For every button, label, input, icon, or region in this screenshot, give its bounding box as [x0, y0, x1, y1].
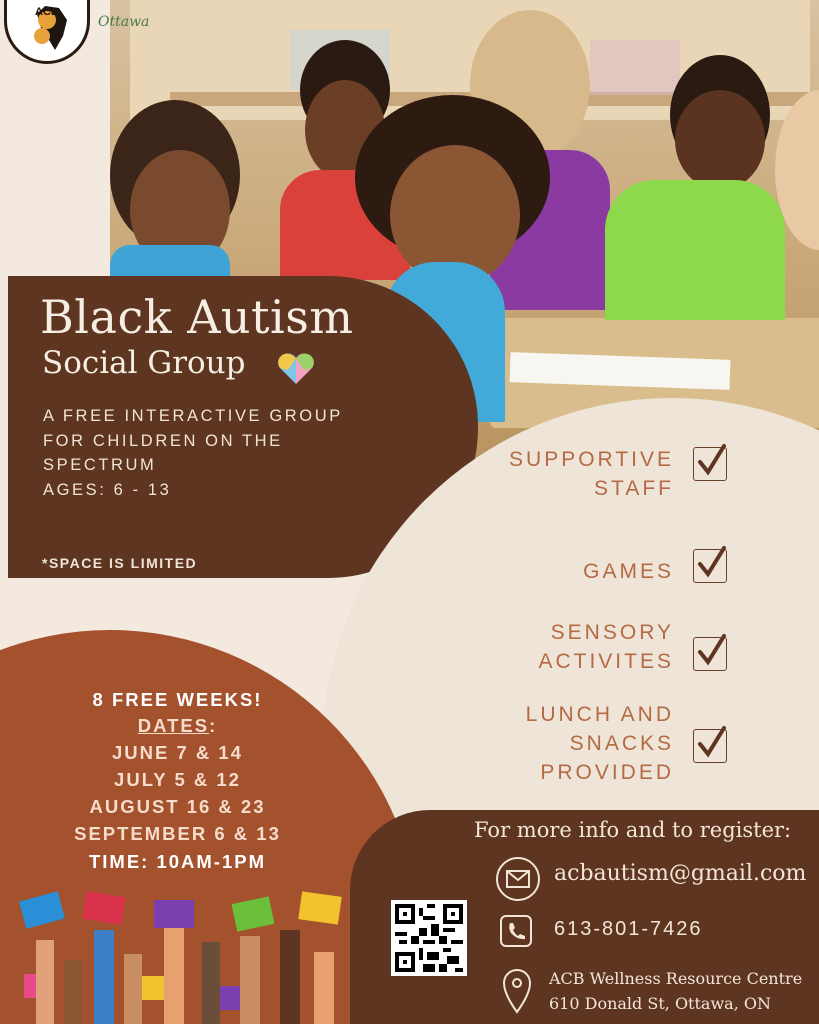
email-icon: [496, 857, 540, 901]
feature-supportive-staff: [470, 445, 674, 503]
date-item: SEPTEMBER 6 & 13: [74, 823, 281, 844]
free-weeks-headline: 8 FREE WEEKS!: [92, 689, 263, 710]
dates-label: [40, 715, 315, 737]
description-line: AGES: 6 - 13: [43, 480, 172, 499]
contact-address-line2: 610 Donald St, Ottawa, ON: [549, 994, 771, 1013]
checkbox-icon: [693, 637, 727, 671]
time-text: TIME: 10AM-1PM: [88, 851, 267, 872]
feature-line: ACTIVITES: [538, 650, 674, 673]
contact-address-line1: ACB Wellness Resource Centre: [549, 969, 803, 988]
qr-code[interactable]: [391, 900, 467, 976]
puzzle-heart-icon: [276, 350, 316, 391]
dates-label-text: DATES: [137, 715, 210, 736]
description-line: FOR CHILDREN ON THE: [43, 431, 283, 450]
feature-games: [470, 557, 674, 586]
feature-line: PROVIDED: [540, 761, 674, 784]
org-logo-text: ACB: [35, 6, 59, 18]
description-line: A FREE INTERACTIVE GROUP: [43, 407, 343, 425]
dates-label-colon: :: [209, 715, 218, 736]
feature-line: SNACKS: [569, 732, 674, 755]
checkbox-icon: [693, 549, 727, 583]
space-limited-note: *SPACE IS LIMITED: [42, 555, 198, 571]
date-item: JULY 5 & 12: [114, 769, 241, 790]
page-title: Black Autism: [40, 290, 354, 344]
org-logo: [4, 0, 90, 64]
feature-line: GAMES: [583, 560, 674, 583]
feature-sensory-activities: [470, 618, 674, 676]
city-logo: Ottawa: [98, 14, 150, 30]
feature-lunch-snacks: [470, 700, 674, 787]
contact-title: For more info and to register:: [474, 818, 792, 842]
contact-phone[interactable]: 613-801-7426: [554, 918, 703, 940]
description-line: SPECTRUM: [43, 456, 157, 474]
raised-hands-illustration: [14, 890, 350, 1024]
checkbox-icon: [693, 447, 727, 481]
feature-line: SUPPORTIVE: [509, 448, 674, 471]
phone-icon: [500, 915, 532, 947]
feature-line: SENSORY: [550, 621, 674, 644]
description: [43, 404, 403, 502]
location-pin-icon: [500, 966, 534, 1014]
checkbox-icon: [693, 729, 727, 763]
date-item: AUGUST 16 & 23: [89, 796, 266, 817]
contact-email[interactable]: acbautism@gmail.com: [554, 861, 807, 886]
feature-line: STAFF: [594, 477, 674, 500]
date-item: JUNE 7 & 14: [112, 742, 243, 763]
page-subtitle: Social Group: [42, 345, 246, 381]
feature-line: LUNCH AND: [525, 703, 674, 726]
